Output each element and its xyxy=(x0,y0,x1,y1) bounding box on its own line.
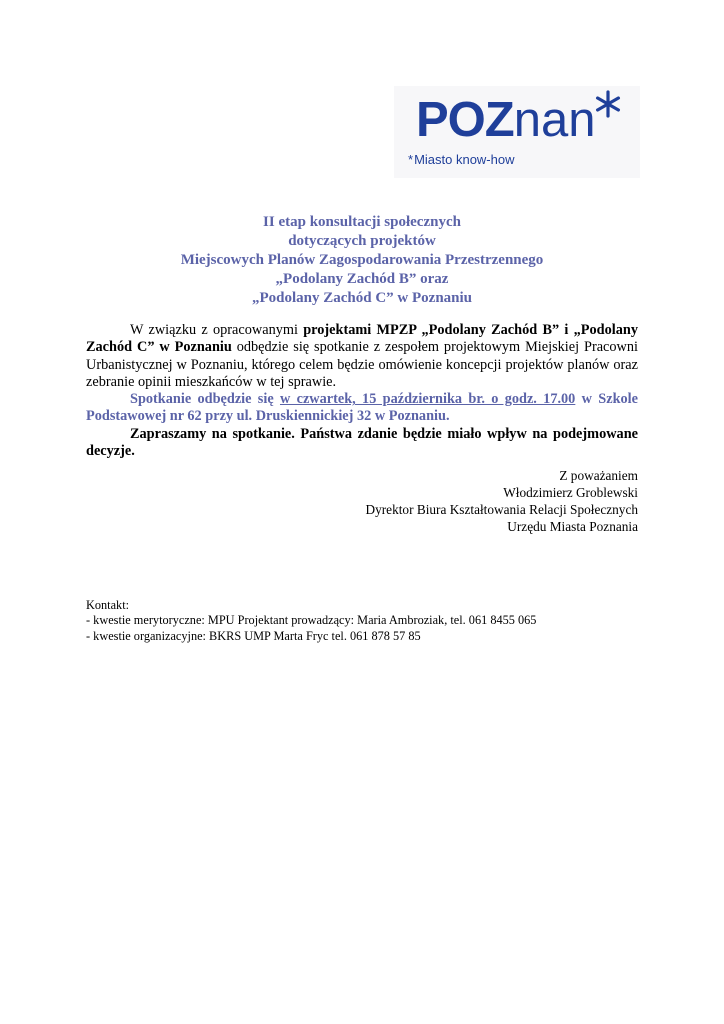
signature-name: Włodzimierz Groblewski xyxy=(503,485,638,500)
paragraph-meeting xyxy=(86,391,638,426)
paragraph-invitation xyxy=(86,426,638,461)
meeting-text-start: Spotkanie odbędzie się xyxy=(130,391,280,408)
tagline-star: * xyxy=(408,152,414,167)
intro-project-names: projektami MPZP „Podolany Zachód B” i „Podolany Zachód C” w Poznaniu xyxy=(86,322,638,356)
asterisk-icon xyxy=(594,90,622,118)
signature-block xyxy=(366,467,639,535)
signature-position-2: Urzędu Miasta Poznania xyxy=(507,519,638,534)
title-line-1: II etap konsultacji społecznych xyxy=(263,214,461,230)
document-title xyxy=(60,213,664,308)
signature-greeting: Z poważaniem xyxy=(559,468,638,483)
logo-brand-lower: nan xyxy=(513,93,596,147)
title-line-2: dotyczących projektów xyxy=(288,233,436,249)
logo-brand-upper: POZ xyxy=(416,93,514,147)
intro-text-end: odbędzie się spotkanie z zespołem projektowym Miejskiej Pracowni Urbanistycznej w Poznaniu, którego celem będzie omówienie koncepcji projektów planów oraz zebranie opinii mieszkańców w tej sprawie. xyxy=(86,339,638,390)
tagline-text: Miasto know-how xyxy=(414,152,515,167)
contact-line-2: - kwestie organizacyjne: BKRS UMP Marta Fryc tel. 061 878 57 85 xyxy=(86,628,421,643)
logo-wordmark xyxy=(416,93,596,147)
meeting-date: w czwartek, 15 października br. o godz. 17.00 xyxy=(279,391,576,408)
meeting-location: w Szkole Podstawowej nr 62 przy ul. Druskiennickiej 32 w Poznaniu. xyxy=(86,391,638,425)
letter-body xyxy=(86,322,638,460)
invitation-text: Zapraszamy na spotkanie. Państwa zdanie będzie miało wpływ na podejmowane decyzje. xyxy=(86,425,638,460)
title-line-4: „Podolany Zachód B” oraz xyxy=(275,271,449,287)
signature-position-1: Dyrektor Biura Kształtowania Relacji Społecznych xyxy=(365,502,638,517)
contact-line-1: - kwestie merytoryczne: MPU Projektant prowadzący: Maria Ambroziak, tel. 061 8455 065 xyxy=(86,613,537,628)
contact-heading: Kontakt: xyxy=(86,598,130,612)
title-line-3: Miejscowych Planów Zagospodarowania Przestrzennego xyxy=(180,252,544,268)
logo-tagline xyxy=(408,152,515,167)
title-line-5: „Podolany Zachód C” w Poznaniu xyxy=(251,290,473,306)
paragraph-intro xyxy=(86,322,638,391)
poznan-logo xyxy=(394,86,640,178)
contact-block xyxy=(86,598,536,644)
intro-text-start: W związku z opracowanymi xyxy=(130,322,304,338)
